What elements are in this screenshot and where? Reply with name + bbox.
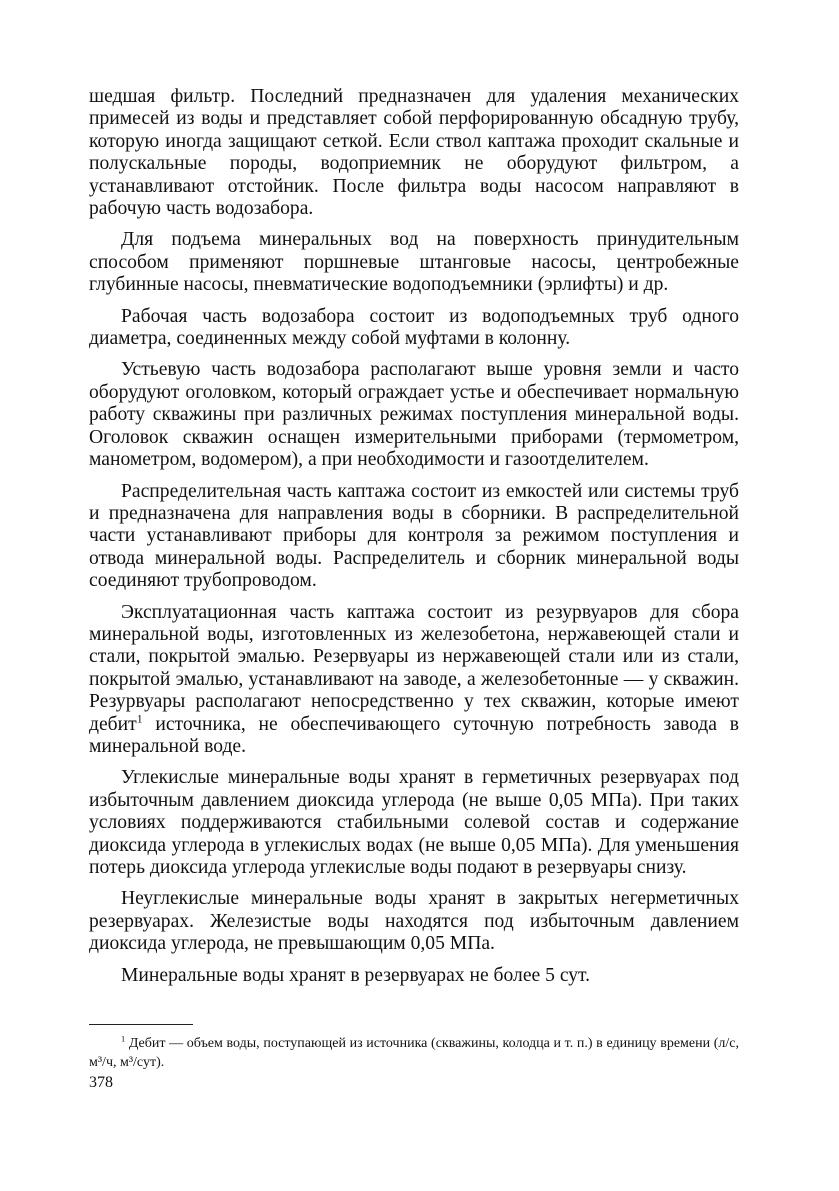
exploitation-text-after: источника, не обеспечивающего суточную потребность завода в минеральной воде. [89, 713, 739, 757]
footnote-divider [89, 1024, 193, 1025]
page-number: 378 [89, 1074, 113, 1091]
footnote-marker: 1 [121, 1034, 126, 1044]
paragraph-carbonated-storage: Углекислые минеральные воды хранят в герметичных резервуарах под избыточным давлением диоксида углерода (не выше 0,05 МПа). При таких условиях поддерживаются стабильными солевой состав и содержание диоксида углерода в углекислых водах (не выше 0,05 МПа). Для уменьшения потерь диоксида углерода углекислые воды подают в резервуары снизу. [89, 767, 739, 878]
paragraph-pumps: Для подъема минеральных вод на поверхность принудительным способом применяют поршневые штанговые насосы, центробежные глубинные насосы, пневматические водоподъемники (эрлифты) и др. [89, 229, 739, 296]
footnote-text: Дебит — объем воды, поступающей из источника (скважины, колодца и т. п.) в единицу времени (л/с, м³/ч, м³/сут). [89, 1036, 739, 1070]
paragraph-exploitation [89, 602, 739, 759]
paragraph-working-part: Рабочая часть водозабора состоит из водоподъемных труб одного диаметра, соединенных между собой муфтами в колонну. [89, 305, 739, 350]
paragraph-wellhead: Устьевую часть водозабора располагают выше уровня земли и часто оборудуют оголовком, который ограждает устье и обеспечивает нормальную работу скважины при различных режимах поступления минеральной воды. Оголовок скважин оснащен измерительными приборами (термометром, манометром, водомером), а при необходимости и газоотделителем. [89, 359, 739, 471]
paragraph-distribution: Распределительная часть каптажа состоит из емкостей или системы труб и предназначена для направления воды в сборники. В распределительной части устанавливают приборы для контроля за режимом поступления и отвода минеральной воды. Распределитель и сборник минеральной воды соединяют трубопроводом. [89, 480, 739, 592]
footnote-reference: 1 [136, 712, 143, 726]
paragraph-noncarbonated-storage: Неуглекислые минеральные воды хранят в закрытых негерметичных резервуарах. Железистые воды находятся под избыточным давлением диоксида углерода, не превышающим 0,05 МПа. [89, 888, 739, 955]
paragraph-storage-time: Минеральные воды хранят в резервуарах не более 5 сут. [121, 964, 591, 986]
page-body [89, 86, 739, 996]
exploitation-text-before: Эксплуатационная часть каптажа состоит из резурвуаров для сбора минеральной воды, изготовленных из железобетона, нержавеющей стали и стали, покрытой эмалью. Резервуары из нержавеющей стали или из стали, покрытой эмалью, устанавливают на заводе, а железобетонные — у скважин. Резурвуары располагают непосредственно у тех скважин, которые имеют дебит [89, 601, 739, 735]
paragraph-filter: шедшая фильтр. Последний предназначен для удаления механических примесей из воды и представляет собой перфорированную обсадную трубу, которую иногда защищают сеткой. Если ствол каптажа проходит скальные и полускальные породы, водоприемник не оборудуют фильтром, а устанавливают отстойник. После фильтра воды насосом направляют в рабочую часть водозабора. [89, 86, 739, 220]
footnote [89, 1034, 739, 1072]
